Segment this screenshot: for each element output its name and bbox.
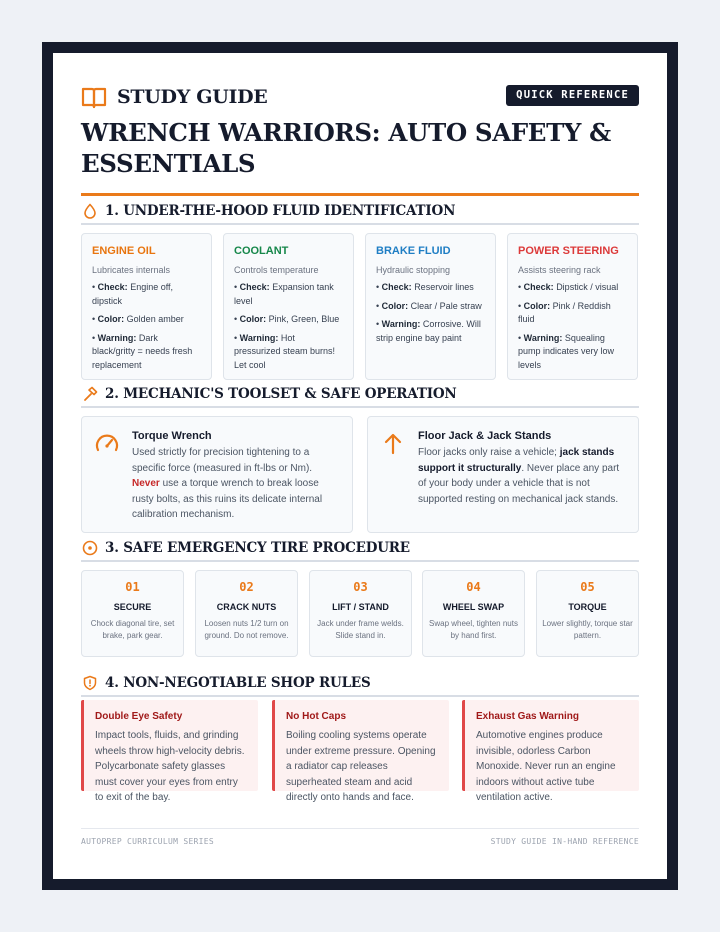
brand-title: STUDY GUIDE [117,86,268,108]
title-divider [81,193,639,196]
fluid-color: • Color: Pink, Green, Blue [234,314,340,324]
fluid-purpose: Controls temperature [234,265,319,275]
fluid-check: • Check: Expansion tank level [234,282,334,306]
fluid-purpose: Lubricates internals [92,265,171,275]
footer [81,828,639,846]
fluid-warning: • Warning: Corrosive. Will strip engine bay paint [376,319,481,343]
fluid-card-engine-oil [81,233,212,380]
fluid-name: ENGINE OIL [92,245,156,257]
rule-description: Automotive engines produce invisible, odorless Carbon Monoxide. Never run an engine indoors without active tube ventilation active. [476,730,616,804]
fluid-color: • Color: Golden amber [92,314,184,324]
tool-description: Used strictly for precision tightening to a specific force (measured in ft-lbs or Nm). Never use a torque wrench to break loose rusty bolts, as this ruins its delicate internal calibration mechanism. [132,447,323,521]
tool-description: Floor jacks only raise a vehicle; jack stands support it structurally. Never place any part of your body under a vehicle that is not supported resting on mechanical jack stands. [418,447,620,505]
fluid-warning: • Warning: Squealing pump indicates very low levels [518,332,615,370]
fluid-color: • Color: Pink / Reddish fluid [518,300,611,324]
rule-name: Double Eye Safety [95,711,183,722]
step-description: Swap wheel, tighten nuts by hand first. [429,619,518,640]
header [81,85,639,109]
section-tire-header [81,538,639,562]
fluid-name: POWER STEERING [518,245,619,257]
fluid-check: • Check: Engine off, dipstick [92,282,174,306]
fluid-name: COOLANT [234,245,289,257]
fluid-check: • Check: Reservoir lines [376,282,474,292]
fluid-card-power-steering [507,233,638,380]
page-title: WRENCH WARRIORS: AUTO SAFETY & ESSENTIALS [81,118,611,178]
footer-series: AUTOPREP CURRICULUM SERIES [81,837,215,846]
step-name: CRACK NUTS [216,602,277,612]
arrow-up-icon [380,431,406,457]
droplet-icon [82,203,98,219]
shop-rule-card [272,700,449,804]
tool-card-torque-wrench [81,416,353,533]
book-open-icon [81,85,107,109]
quick-reference-badge: QUICK REFERENCE [506,85,639,106]
tool-name: Floor Jack & Jack Stands [418,430,552,442]
step-description: Jack under frame welds. Slide stand in. [317,619,404,640]
tire-icon [82,540,98,556]
gauge-icon [94,431,120,457]
study-guide-page [53,53,667,879]
step-description: Lower slightly, torque star pattern. [542,619,633,640]
step-number: 03 [353,580,368,594]
section-rules-header [81,673,639,697]
tire-step [309,570,412,657]
fluid-color: • Color: Clear / Pale straw [376,300,482,311]
tool-card-floor-jack [367,416,639,533]
tire-step [195,570,298,657]
section-title: 3. SAFE EMERGENCY TIRE PROCEDURE [105,540,410,556]
footer-reference: STUDY GUIDE IN-HAND REFERENCE [490,837,639,846]
shop-rule-card [462,700,639,804]
fluid-purpose: Hydraulic stopping [376,265,451,275]
rule-name: No Hot Caps [286,711,346,722]
shield-icon [82,675,98,691]
section-fluids-header [81,201,639,225]
fluid-warning: • Warning: Hot pressurized steam burns! Let cool [234,332,336,370]
step-number: 05 [580,580,595,594]
step-description: Loosen nuts 1/2 turn on ground. Do not remove. [204,619,289,640]
tire-step [422,570,525,657]
shop-rule-card [81,700,258,804]
fluid-purpose: Assists steering rack [518,265,601,275]
fluid-warning: • Warning: Dark black/gritty = needs fresh replacement [92,332,193,370]
step-name: TORQUE [568,602,607,612]
section-title: 4. NON-NEGOTIABLE SHOP RULES [105,675,371,691]
rule-description: Boiling cooling systems operate under extreme pressure. Opening a radiator cap releases superheated steam and acid directly onto hands and face. [286,730,436,804]
tool-name: Torque Wrench [132,430,212,442]
tire-step [81,570,184,657]
rule-name: Exhaust Gas Warning [476,711,579,722]
step-number: 02 [239,580,254,594]
step-name: LIFT / STAND [332,602,389,612]
fluid-check: • Check: Dipstick / visual [518,282,619,292]
step-description: Chock diagonal tire, set brake, park gear. [90,619,175,640]
fluid-name: BRAKE FLUID [376,245,451,257]
fluid-card-brake-fluid [365,233,496,380]
fluid-card-coolant [223,233,354,380]
rule-description: Impact tools, fluids, and grinding wheels throw high-velocity debris. Polycarbonate safety glasses must cover your eyes from entry to exit of the bay. [95,730,245,804]
tire-step [536,570,639,657]
step-number: 01 [125,580,140,594]
section-title: 1. UNDER-THE-HOOD FLUID IDENTIFICATION [105,203,456,219]
step-number: 04 [466,580,481,594]
hammer-icon [82,386,98,402]
step-name: WHEEL SWAP [442,602,505,612]
section-tools-header [81,384,639,408]
step-name: SECURE [113,602,152,612]
section-title: 2. MECHANIC'S TOOLSET & SAFE OPERATION [105,386,457,402]
